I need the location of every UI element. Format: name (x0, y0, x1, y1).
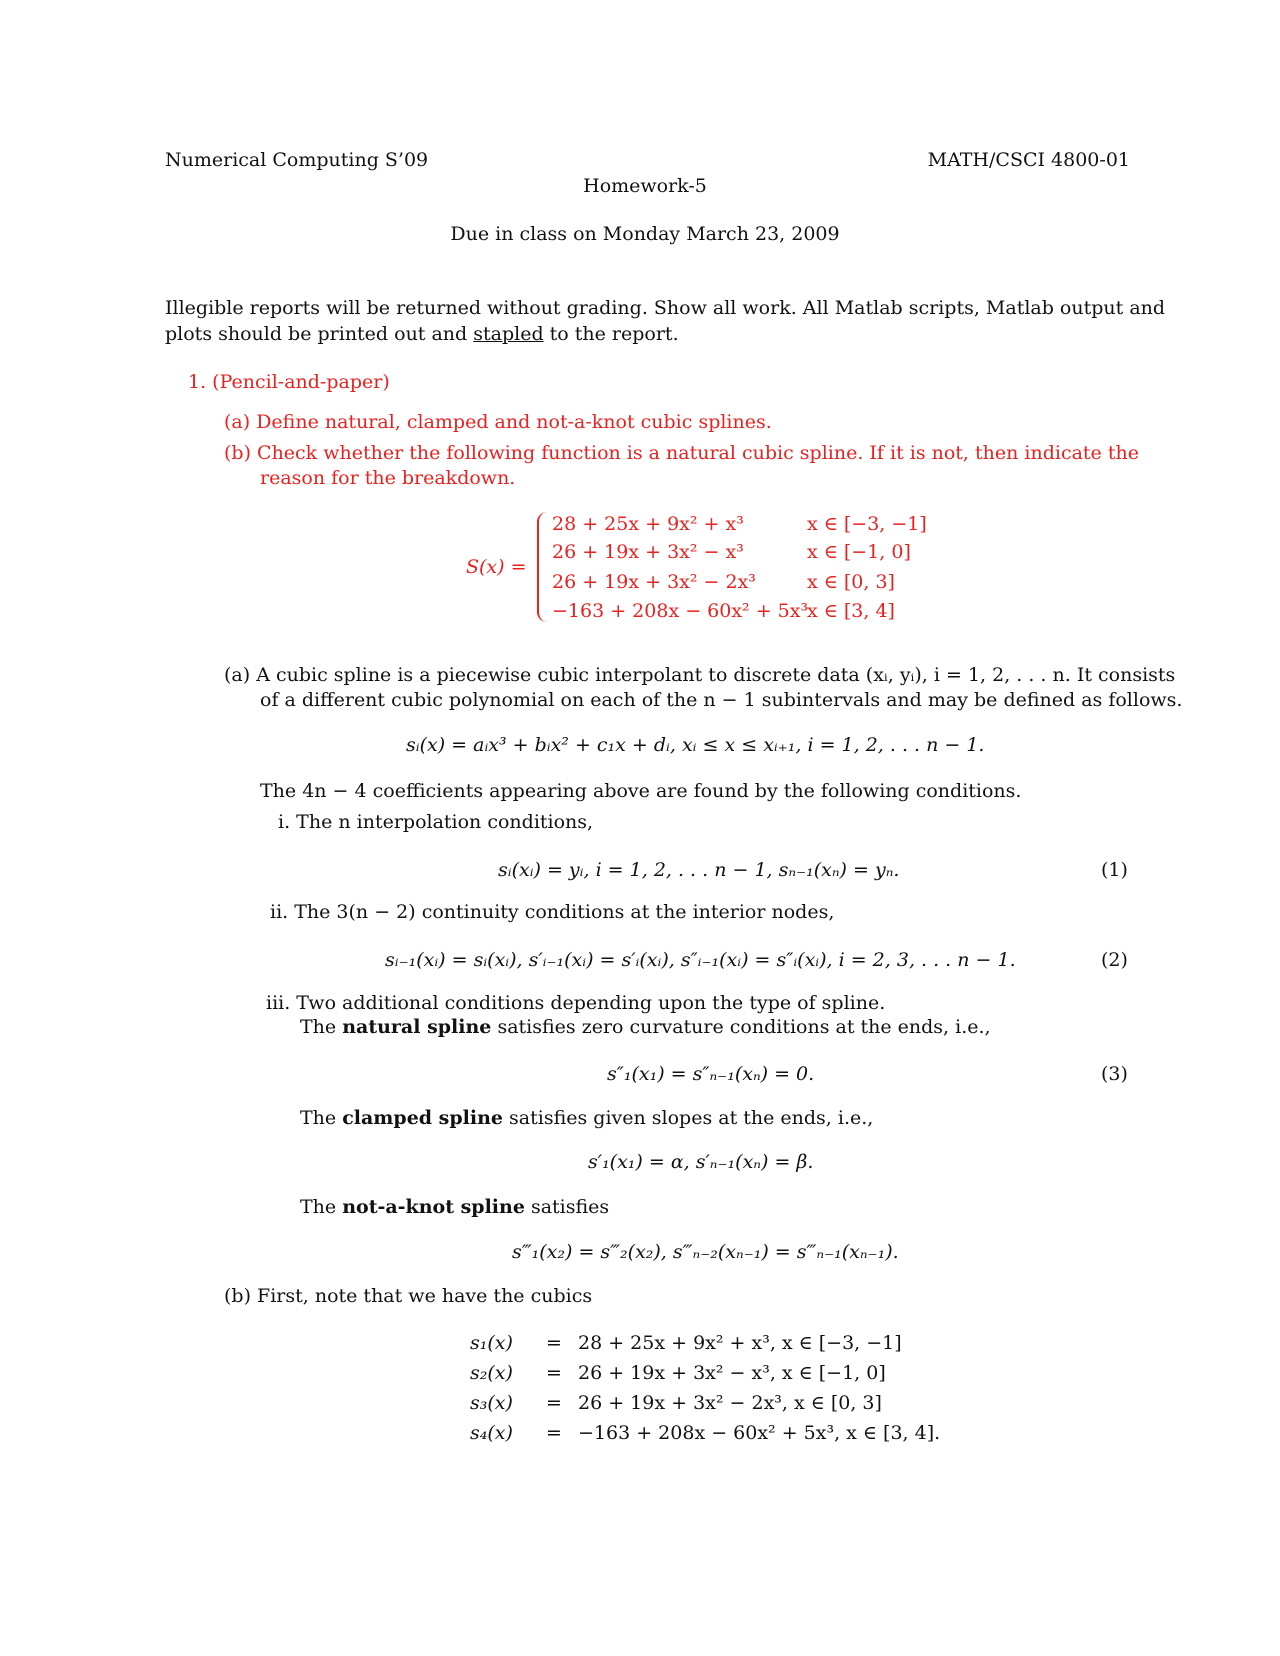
domain-1: x ∈ [−3, −1] (807, 513, 927, 535)
not-a-knot-term: not-a-knot spline (342, 1196, 525, 1218)
natural-post: satisfies zero curvature conditions at the ends, i.e., (491, 1016, 991, 1038)
problem-part-b-line-2: reason for the breakdown. (260, 467, 516, 489)
piece-2: 26 + 19x + 3x² − x³ (552, 541, 744, 563)
clamped-post: satisfies given slopes at the ends, i.e., (503, 1107, 874, 1129)
s-of-x-label: S(x) = (466, 556, 527, 578)
not-a-knot-eq: s‴₁(x₂) = s‴₂(x₂), s‴ₙ₋₂(xₙ₋₁) = s‴ₙ₋₁(xₙ₋₁). (512, 1241, 899, 1263)
problem-part-b-line-1: (b) Check whether the following function is a natural cubic spline. If it is not, then indicate the (224, 442, 1139, 464)
cubic-eq-sign-4: = (546, 1422, 562, 1444)
cubic-eq-sign-3: = (546, 1392, 562, 1414)
knot-post: satisfies (524, 1196, 610, 1218)
cubic-lhs-4: s₄(x) (470, 1422, 513, 1444)
piecewise-brace (537, 512, 549, 622)
eq-number-3: (3) (1101, 1063, 1128, 1085)
natural-spline-term: natural spline (342, 1016, 492, 1038)
domain-3: x ∈ [0, 3] (807, 571, 895, 593)
cubic-lhs-2: s₂(x) (470, 1362, 513, 1384)
piece-3: 26 + 19x + 3x² − 2x³ (552, 571, 756, 593)
cubic-eq-sign-2: = (546, 1362, 562, 1384)
homework-title: Homework-5 (583, 175, 707, 197)
cubic-lhs-1: s₁(x) (470, 1332, 513, 1354)
intro-line-2-pre: plots should be printed out and (165, 323, 474, 345)
piece-1: 28 + 25x + 9x² + x³ (552, 513, 744, 535)
intro-stapled: stapled (473, 323, 544, 345)
spline-definition-eq: sᵢ(x) = aᵢx³ + bᵢx² + c₁x + dᵢ, xᵢ ≤ x ≤ xᵢ₊₁, i = 1, 2, . . . n − 1. (406, 734, 985, 756)
cubic-eq-sign-1: = (546, 1332, 562, 1354)
problem-number: 1. (Pencil-and-paper) (188, 371, 390, 393)
cubic-rhs-2: 26 + 19x + 3x² − x³, x ∈ [−1, 0] (578, 1362, 886, 1384)
condition-i: i. The n interpolation conditions, (278, 811, 594, 833)
clamped-pre: The (300, 1107, 343, 1129)
natural-pre: The (300, 1016, 343, 1038)
clamped-spline-text (300, 1106, 873, 1131)
cubic-rhs-4: −163 + 208x − 60x² + 5x³, x ∈ [3, 4]. (578, 1422, 941, 1444)
domain-4: x ∈ [3, 4] (807, 600, 895, 622)
condition-ii: ii. The 3(n − 2) continuity conditions at the interior nodes, (270, 901, 835, 923)
cubic-rhs-3: 26 + 19x + 3x² − 2x³, x ∈ [0, 3] (578, 1392, 882, 1414)
intro-line-2-post: to the report. (543, 323, 679, 345)
due-date: Due in class on Monday March 23, 2009 (450, 223, 840, 245)
knot-pre: The (300, 1196, 343, 1218)
intro-line-2 (165, 322, 679, 347)
eq-number-2: (2) (1101, 949, 1128, 971)
cubic-rhs-1: 28 + 25x + 9x² + x³, x ∈ [−3, −1] (578, 1332, 902, 1354)
course-code: MATH/CSCI 4800-01 (927, 149, 1130, 171)
natural-eq: s″₁(x₁) = s″ₙ₋₁(xₙ) = 0. (607, 1063, 815, 1085)
problem-part-a: (a) Define natural, clamped and not-a-knot cubic splines. (224, 411, 772, 433)
not-a-knot-text (300, 1195, 609, 1220)
course-name: Numerical Computing S’09 (165, 149, 429, 171)
interpolation-eq: sᵢ(xᵢ) = yᵢ, i = 1, 2, . . . n − 1, sₙ₋₁(xₙ) = yₙ. (498, 859, 900, 881)
cubic-lhs-3: s₃(x) (470, 1392, 513, 1414)
eq-number-1: (1) (1101, 859, 1128, 881)
continuity-eq: sᵢ₋₁(xᵢ) = sᵢ(xᵢ), s′ᵢ₋₁(xᵢ) = s′ᵢ(xᵢ), s″ᵢ₋₁(xᵢ) = s″ᵢ(xᵢ), i = 2, 3, . . . n − 1. (385, 949, 1016, 971)
solution-a-line-1: (a) A cubic spline is a piecewise cubic interpolant to discrete data (xᵢ, yᵢ), i = 1, 2, . . . n. It consists (224, 664, 1176, 686)
condition-iii: iii. Two additional conditions depending upon the type of spline. (266, 992, 886, 1014)
solution-a-line-2: of a different cubic polynomial on each of the n − 1 subintervals and may be defined as follows. (260, 689, 1183, 711)
intro-line-1: Illegible reports will be returned without grading. Show all work. All Matlab scripts, Matlab output and (165, 297, 1166, 319)
piece-4: −163 + 208x − 60x² + 5x³ (552, 600, 809, 622)
natural-spline-text (300, 1015, 991, 1040)
domain-2: x ∈ [−1, 0] (807, 541, 911, 563)
coefficients-text: The 4n − 4 coefficients appearing above are found by the following conditions. (260, 780, 1022, 802)
solution-b: (b) First, note that we have the cubics (224, 1285, 593, 1307)
clamped-eq: s′₁(x₁) = α, s′ₙ₋₁(xₙ) = β. (588, 1151, 814, 1173)
clamped-spline-term: clamped spline (342, 1107, 503, 1129)
